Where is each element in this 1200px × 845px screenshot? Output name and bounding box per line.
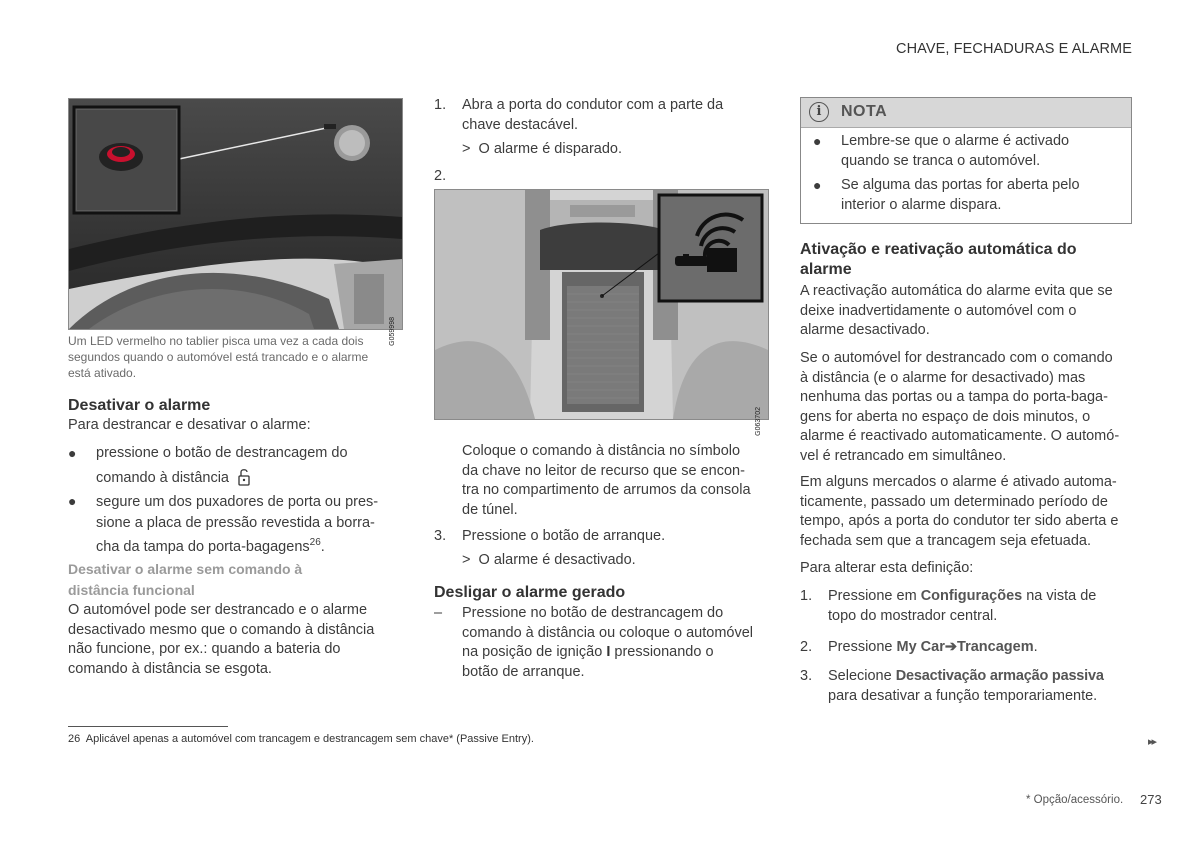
step-number: 1. [434, 97, 447, 113]
step-line: tra no compartimento de arrumos da consola [462, 482, 751, 498]
bullet: ● [68, 493, 77, 509]
paragraph-line: fechada sem que a trancagem seja efetuada. [800, 532, 1091, 549]
unlock-icon [238, 468, 250, 493]
setting-step-3 [800, 667, 1132, 707]
paragraph-line: O automóvel pode ser destrancado e o alarme [68, 602, 368, 618]
subheading-line: distância funcional [68, 582, 195, 598]
info-icon: i [809, 102, 829, 122]
footnote [68, 733, 534, 745]
step-line: chave destacável. [462, 116, 579, 133]
intro-text: Para destrancar e desativar o alarme: [68, 417, 311, 433]
step-text: Pressione [828, 639, 893, 655]
paragraph-line: não funcione, por ex.: quando a bateria do [68, 641, 341, 657]
step-1-result [462, 140, 622, 160]
paragraph-line: vel é retrancado em simultâneo. [800, 447, 1007, 464]
list-item [68, 444, 402, 488]
step-1 [434, 96, 768, 136]
step-line: Coloque o comando à distância no símbolo [462, 443, 741, 459]
result-text: O alarme é disparado. [478, 141, 622, 157]
paragraph-line: ticamente, passado um determinado período de [800, 493, 1108, 510]
dash-line: botão de arranque. [462, 663, 585, 680]
note-title: NOTA [841, 103, 888, 120]
section-heading: Desligar o alarme gerado [434, 584, 626, 601]
paragraph-line: tempo, após a porta do condutor ter sido aberta e [800, 513, 1119, 529]
step-line: da chave no leitor de recurso que se encon- [462, 462, 745, 479]
paragraph-line: alarme desactivado. [800, 322, 930, 338]
step-line: topo do mostrador central. [828, 607, 998, 624]
step-number: 3. [800, 668, 813, 684]
paragraph-line: nenhuma das portas ou a tampa do porta-baga- [800, 389, 1108, 405]
running-header: CHAVE, FECHADURAS E ALARME [896, 41, 1132, 57]
paragraph-line: Se o automóvel for destrancado com o comando [800, 350, 1113, 366]
step-text: Selecione [828, 668, 892, 684]
note-line: interior o alarme dispara. [841, 196, 1002, 213]
paragraph-line: alarme é reactivado automaticamente. O automó- [800, 428, 1120, 444]
result-marker: > [462, 141, 471, 157]
option-note: * Opção/acessório. [1026, 794, 1124, 806]
list-item-line: segure um dos puxadores de porta ou pres- [96, 494, 379, 510]
subheading-line: Desativar o alarme sem comando à [68, 561, 303, 577]
ui-term: Trancagem [957, 639, 1034, 655]
dash-line: comando à distância ou coloque o automóvel [462, 624, 753, 641]
continue-arrow-icon: ▸▸ [1148, 736, 1156, 748]
section-heading: Desativar o alarme [68, 397, 211, 414]
paragraph-line: deixe inadvertidamente o automóvel com o [800, 302, 1077, 319]
step-number: 2. [434, 168, 447, 184]
page-number: 273 [1140, 792, 1162, 807]
list-item-line: pressione o botão de destrancagem do [96, 445, 348, 461]
dash-line: Pressione no botão de destrancagem do [462, 605, 724, 621]
step-line: Abra a porta do condutor com a parte da [462, 97, 724, 113]
ui-term: My Car [896, 639, 945, 655]
footnote-number: 26 [68, 733, 81, 745]
section-heading [800, 240, 1132, 280]
figure-id: G059998 [389, 317, 396, 346]
step-number: 2. [800, 639, 813, 655]
note-line: Lembre-se que o alarme é activado [841, 133, 1070, 149]
step-number: 1. [800, 588, 813, 604]
list-item [68, 492, 402, 556]
paragraph [800, 473, 1132, 551]
arrow-icon: ➔ [944, 639, 958, 655]
note-item [813, 176, 1123, 216]
note-item [813, 132, 1123, 172]
console-illustration [435, 190, 768, 419]
deprecated-subheading [68, 559, 302, 601]
heading-line: alarme [800, 261, 852, 278]
paragraph-line: à distância (e o alarme for desactivado) mas [800, 369, 1086, 386]
result-marker: > [462, 552, 471, 568]
list-item-line: sione a placa de pressão revestida a borra- [96, 514, 375, 531]
paragraph [68, 601, 402, 679]
step-text: Pressione em [828, 588, 917, 604]
list-item-line: cha da tampa do porta-bagagens [96, 538, 310, 555]
punctuation: . [320, 538, 325, 555]
punctuation: . [1033, 639, 1038, 655]
note-box [800, 97, 1132, 224]
step-3 [434, 527, 768, 547]
figure-caption [68, 333, 408, 381]
heading-line: Ativação e reativação automática do [800, 241, 1077, 258]
paragraph-line: gens for aberta no espaço de dois minutos, o [800, 408, 1091, 425]
note-line: quando se tranca o automóvel. [841, 152, 1041, 169]
caption-line: está ativado. [68, 366, 137, 380]
paragraph: Para alterar esta definição: [800, 560, 974, 576]
dash-marker: – [434, 605, 443, 621]
note-line: Se alguma das portas for aberta pelo [841, 177, 1080, 193]
step-line: Pressione o botão de arranque. [462, 528, 666, 544]
bullet: ● [813, 133, 822, 149]
list-item-line: comando à distância [96, 469, 229, 486]
dash-item [434, 604, 768, 684]
paragraph [800, 282, 1132, 341]
paragraph-line: A reactivação automática do alarme evita que se [800, 283, 1113, 299]
dash-line: pressionando o [614, 644, 714, 660]
ui-term: Desactivação armação passiva [895, 668, 1104, 684]
note-header [801, 98, 1131, 128]
ignition-position: I [606, 644, 611, 660]
step-2-text [462, 442, 768, 520]
footnote-ref: 26 [309, 537, 321, 548]
footnote-divider [68, 726, 228, 727]
bullet: ● [68, 445, 77, 461]
step-text: na vista de [1026, 588, 1097, 604]
caption-line: Um LED vermelho no tablier pisca uma vez a cada dois [68, 334, 364, 348]
setting-step-2 [800, 638, 1132, 658]
footnote-text: Aplicável apenas a automóvel com trancagem e destrancagem sem chave* (Passive Entry). [85, 733, 534, 745]
paragraph [800, 349, 1132, 466]
paragraph-line: Em alguns mercados o alarme é ativado automa- [800, 474, 1117, 490]
result-text: O alarme é desactivado. [478, 552, 636, 568]
step-line: para desativar a função temporariamente. [828, 687, 1098, 704]
figure-id: G063702 [755, 407, 762, 436]
caption-line: segundos quando o automóvel está trancado e o alarme [68, 350, 369, 364]
bullet: ● [813, 177, 822, 193]
console-reader-figure [434, 189, 769, 436]
ui-term: Configurações [920, 588, 1023, 604]
step-line: de túnel. [462, 501, 518, 518]
dash-line: na posição de ignição [462, 644, 603, 660]
paragraph-line: comando à distância se esgota. [68, 660, 272, 677]
paragraph-line: desactivado mesmo que o comando à distância [68, 621, 375, 638]
dashboard-illustration [69, 99, 402, 329]
setting-step-1 [800, 587, 1132, 627]
step-number: 3. [434, 528, 447, 544]
step-3-result [462, 551, 636, 571]
